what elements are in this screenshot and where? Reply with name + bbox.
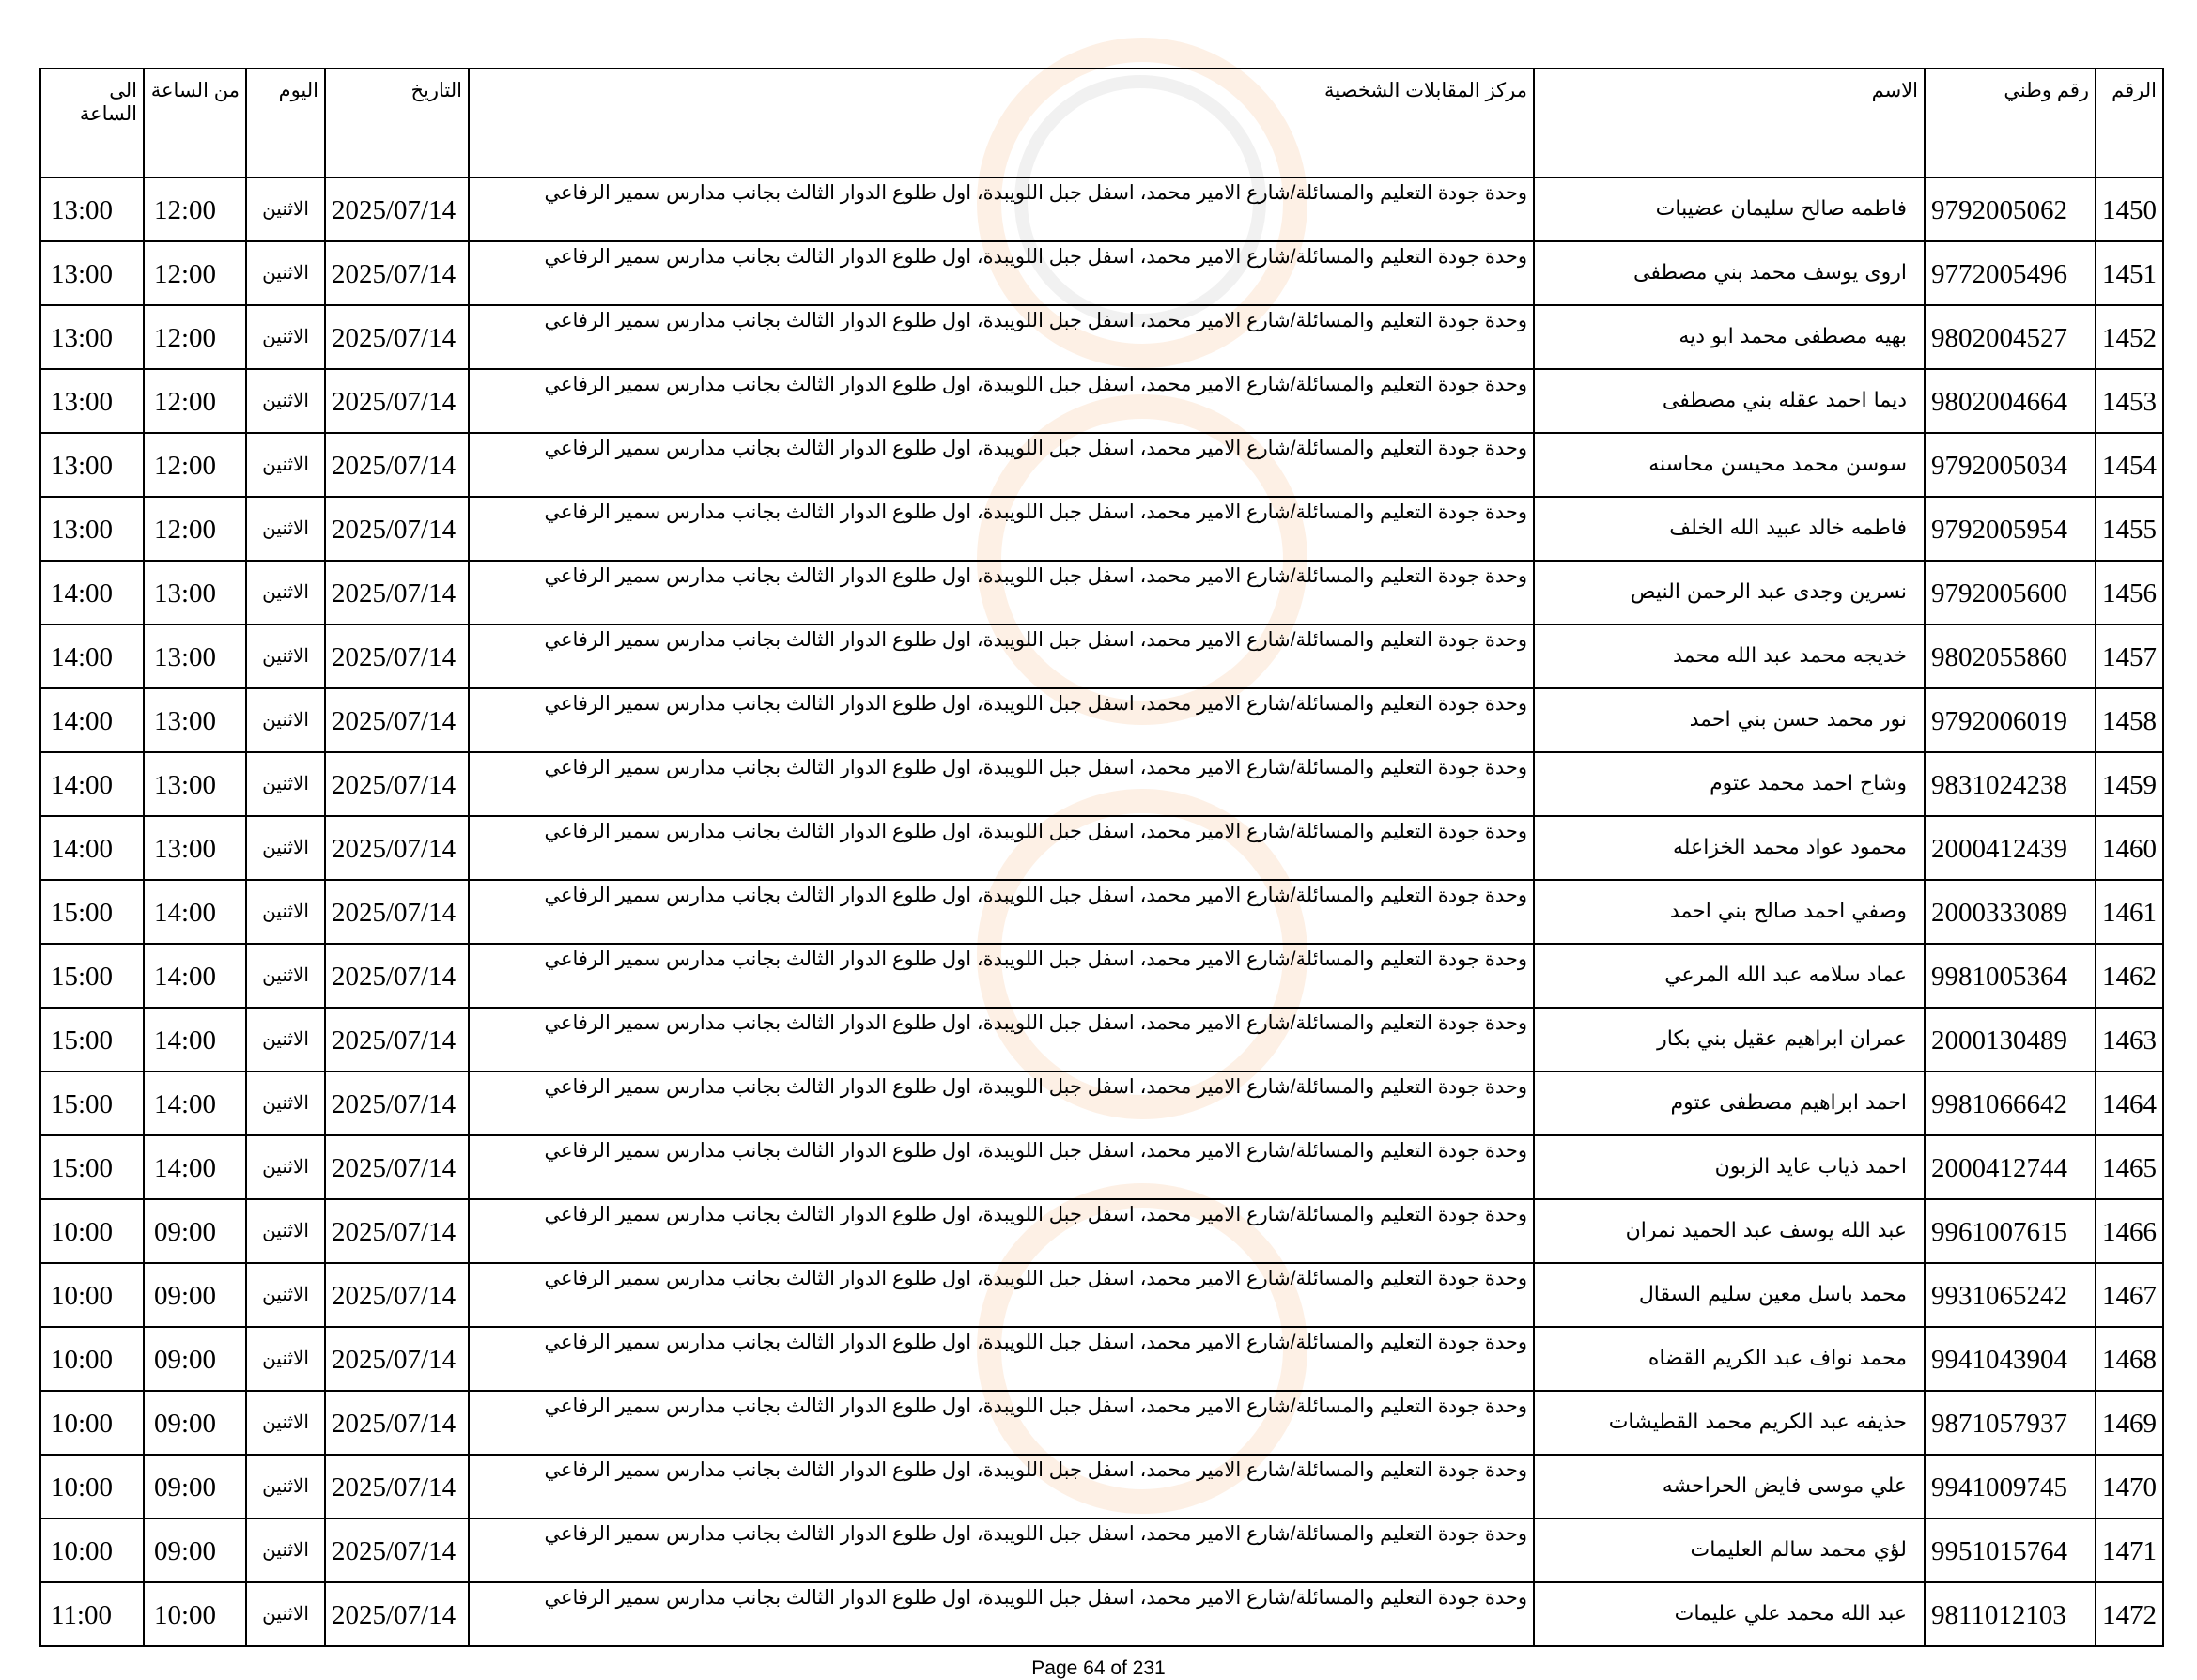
cell-date: 2025/07/14	[325, 1199, 469, 1263]
cell-num: 1465	[2096, 1135, 2163, 1199]
cell-num: 1472	[2096, 1582, 2163, 1646]
cell-from-time: 12:00	[144, 369, 246, 433]
cell-name: احمد ابراهيم مصطفى عتوم	[1534, 1071, 1925, 1135]
cell-num: 1464	[2096, 1071, 2163, 1135]
cell-name: احمد ذياب عايد الزبون	[1534, 1135, 1925, 1199]
cell-from-time: 13:00	[144, 816, 246, 880]
table-row	[40, 497, 2163, 561]
cell-day: الاثنين	[246, 241, 325, 305]
cell-name: ديما احمد عقله بني مصطفى	[1534, 369, 1925, 433]
cell-name: خديجه محمد عبد الله محمد	[1534, 624, 1925, 688]
cell-day: الاثنين	[246, 305, 325, 369]
cell-to-time: 10:00	[40, 1391, 144, 1455]
cell-name: بهيه مصطفى محمد ابو ديه	[1534, 305, 1925, 369]
cell-national-id: 9802004527	[1925, 305, 2096, 369]
cell-name: محمد نواف عبد الكريم القضاه	[1534, 1327, 1925, 1391]
cell-from-time: 14:00	[144, 880, 246, 944]
cell-center: وحدة جودة التعليم والمسائلة/شارع الامير محمد، اسفل جبل اللويبدة، اول طلوع الدوار الثالث بجانب مدارس سمير الرفاعي	[469, 1135, 1534, 1199]
cell-date: 2025/07/14	[325, 433, 469, 497]
cell-to-time: 13:00	[40, 241, 144, 305]
cell-day: الاثنين	[246, 1135, 325, 1199]
cell-from-time: 12:00	[144, 305, 246, 369]
table-row	[40, 880, 2163, 944]
cell-to-time: 14:00	[40, 561, 144, 624]
cell-day: الاثنين	[246, 1008, 325, 1071]
cell-from-time: 10:00	[144, 1582, 246, 1646]
cell-center: وحدة جودة التعليم والمسائلة/شارع الامير محمد، اسفل جبل اللويبدة، اول طلوع الدوار الثالث بجانب مدارس سمير الرفاعي	[469, 1199, 1534, 1263]
cell-to-time: 15:00	[40, 1135, 144, 1199]
cell-center: وحدة جودة التعليم والمسائلة/شارع الامير محمد، اسفل جبل اللويبدة، اول طلوع الدوار الثالث بجانب مدارس سمير الرفاعي	[469, 497, 1534, 561]
table-row	[40, 1008, 2163, 1071]
cell-national-id: 9802004664	[1925, 369, 2096, 433]
cell-name: علي موسى فايض الحراحشه	[1534, 1455, 1925, 1518]
cell-national-id: 9792006019	[1925, 688, 2096, 752]
cell-center: وحدة جودة التعليم والمسائلة/شارع الامير محمد، اسفل جبل اللويبدة، اول طلوع الدوار الثالث بجانب مدارس سمير الرفاعي	[469, 241, 1534, 305]
cell-national-id: 9792005600	[1925, 561, 2096, 624]
cell-center: وحدة جودة التعليم والمسائلة/شارع الامير محمد، اسفل جبل اللويبدة، اول طلوع الدوار الثالث بجانب مدارس سمير الرفاعي	[469, 1263, 1534, 1327]
cell-national-id: 9792005954	[1925, 497, 2096, 561]
header-day: اليوم	[246, 69, 325, 177]
cell-num: 1471	[2096, 1518, 2163, 1582]
cell-num: 1458	[2096, 688, 2163, 752]
table-row	[40, 1391, 2163, 1455]
cell-center: وحدة جودة التعليم والمسائلة/شارع الامير محمد، اسفل جبل اللويبدة، اول طلوع الدوار الثالث بجانب مدارس سمير الرفاعي	[469, 1518, 1534, 1582]
cell-national-id: 9792005062	[1925, 177, 2096, 241]
cell-from-time: 09:00	[144, 1263, 246, 1327]
cell-date: 2025/07/14	[325, 1455, 469, 1518]
cell-date: 2025/07/14	[325, 1008, 469, 1071]
cell-from-time: 13:00	[144, 752, 246, 816]
cell-national-id: 9941043904	[1925, 1327, 2096, 1391]
cell-national-id: 2000333089	[1925, 880, 2096, 944]
cell-from-time: 13:00	[144, 624, 246, 688]
table-row	[40, 688, 2163, 752]
cell-to-time: 11:00	[40, 1582, 144, 1646]
table-row	[40, 433, 2163, 497]
cell-name: محمود عواد محمد الخزاعله	[1534, 816, 1925, 880]
cell-num: 1457	[2096, 624, 2163, 688]
cell-national-id: 9772005496	[1925, 241, 2096, 305]
cell-date: 2025/07/14	[325, 241, 469, 305]
table-row	[40, 1135, 2163, 1199]
cell-name: نسرين وجدى عبد الرحمن النيص	[1534, 561, 1925, 624]
cell-day: الاثنين	[246, 1582, 325, 1646]
cell-num: 1469	[2096, 1391, 2163, 1455]
cell-from-time: 12:00	[144, 497, 246, 561]
cell-name: وصفي احمد صالح بني احمد	[1534, 880, 1925, 944]
cell-date: 2025/07/14	[325, 1263, 469, 1327]
cell-num: 1466	[2096, 1199, 2163, 1263]
header-date: التاريخ	[325, 69, 469, 177]
cell-to-time: 13:00	[40, 305, 144, 369]
cell-center: وحدة جودة التعليم والمسائلة/شارع الامير محمد، اسفل جبل اللويبدة، اول طلوع الدوار الثالث بجانب مدارس سمير الرفاعي	[469, 624, 1534, 688]
header-to: الى الساعة	[40, 69, 144, 177]
cell-to-time: 15:00	[40, 880, 144, 944]
table-row	[40, 752, 2163, 816]
cell-to-time: 14:00	[40, 816, 144, 880]
table-row	[40, 369, 2163, 433]
cell-center: وحدة جودة التعليم والمسائلة/شارع الامير محمد، اسفل جبل اللويبدة، اول طلوع الدوار الثالث بجانب مدارس سمير الرفاعي	[469, 816, 1534, 880]
header-num: الرقم	[2096, 69, 2163, 177]
cell-date: 2025/07/14	[325, 624, 469, 688]
cell-center: وحدة جودة التعليم والمسائلة/شارع الامير محمد، اسفل جبل اللويبدة، اول طلوع الدوار الثالث بجانب مدارس سمير الرفاعي	[469, 1071, 1534, 1135]
cell-center: وحدة جودة التعليم والمسائلة/شارع الامير محمد، اسفل جبل اللويبدة، اول طلوع الدوار الثالث بجانب مدارس سمير الرفاعي	[469, 1582, 1534, 1646]
cell-center: وحدة جودة التعليم والمسائلة/شارع الامير محمد، اسفل جبل اللويبدة، اول طلوع الدوار الثالث بجانب مدارس سمير الرفاعي	[469, 305, 1534, 369]
cell-num: 1452	[2096, 305, 2163, 369]
cell-day: الاثنين	[246, 1455, 325, 1518]
cell-center: وحدة جودة التعليم والمسائلة/شارع الامير محمد، اسفل جبل اللويبدة، اول طلوع الدوار الثالث بجانب مدارس سمير الرفاعي	[469, 944, 1534, 1008]
cell-date: 2025/07/14	[325, 752, 469, 816]
cell-day: الاثنين	[246, 624, 325, 688]
cell-to-time: 10:00	[40, 1263, 144, 1327]
cell-num: 1461	[2096, 880, 2163, 944]
page-number: Page 64 of 231	[1031, 1657, 1166, 1679]
cell-national-id: 9831024238	[1925, 752, 2096, 816]
cell-day: الاثنين	[246, 177, 325, 241]
cell-from-time: 14:00	[144, 944, 246, 1008]
cell-center: وحدة جودة التعليم والمسائلة/شارع الامير محمد، اسفل جبل اللويبدة، اول طلوع الدوار الثالث بجانب مدارس سمير الرفاعي	[469, 752, 1534, 816]
cell-national-id: 2000412744	[1925, 1135, 2096, 1199]
cell-name: نور محمد حسن بني احمد	[1534, 688, 1925, 752]
cell-num: 1462	[2096, 944, 2163, 1008]
cell-to-time: 15:00	[40, 1008, 144, 1071]
cell-national-id: 9961007615	[1925, 1199, 2096, 1263]
table-row	[40, 241, 2163, 305]
cell-center: وحدة جودة التعليم والمسائلة/شارع الامير محمد، اسفل جبل اللويبدة، اول طلوع الدوار الثالث بجانب مدارس سمير الرفاعي	[469, 369, 1534, 433]
table-row	[40, 305, 2163, 369]
table-row	[40, 561, 2163, 624]
cell-to-time: 14:00	[40, 624, 144, 688]
cell-num: 1467	[2096, 1263, 2163, 1327]
cell-name: حذيفه عبد الكريم محمد القطيشات	[1534, 1391, 1925, 1455]
cell-from-time: 09:00	[144, 1518, 246, 1582]
cell-date: 2025/07/14	[325, 1582, 469, 1646]
cell-center: وحدة جودة التعليم والمسائلة/شارع الامير محمد، اسفل جبل اللويبدة، اول طلوع الدوار الثالث بجانب مدارس سمير الرفاعي	[469, 880, 1534, 944]
cell-date: 2025/07/14	[325, 1391, 469, 1455]
cell-center: وحدة جودة التعليم والمسائلة/شارع الامير محمد، اسفل جبل اللويبدة، اول طلوع الدوار الثالث بجانب مدارس سمير الرفاعي	[469, 1455, 1534, 1518]
cell-to-time: 10:00	[40, 1455, 144, 1518]
cell-day: الاثنين	[246, 497, 325, 561]
cell-day: الاثنين	[246, 752, 325, 816]
cell-from-time: 09:00	[144, 1327, 246, 1391]
cell-date: 2025/07/14	[325, 688, 469, 752]
table-row	[40, 944, 2163, 1008]
cell-to-time: 13:00	[40, 369, 144, 433]
cell-to-time: 10:00	[40, 1518, 144, 1582]
table-row	[40, 1327, 2163, 1391]
cell-name: سوسن محمد محيسن محاسنه	[1534, 433, 1925, 497]
cell-center: وحدة جودة التعليم والمسائلة/شارع الامير محمد، اسفل جبل اللويبدة، اول طلوع الدوار الثالث بجانب مدارس سمير الرفاعي	[469, 177, 1534, 241]
cell-national-id: 2000130489	[1925, 1008, 2096, 1071]
cell-from-time: 14:00	[144, 1071, 246, 1135]
cell-national-id: 2000412439	[1925, 816, 2096, 880]
cell-name: عبد الله محمد علي عليمات	[1534, 1582, 1925, 1646]
cell-to-time: 14:00	[40, 688, 144, 752]
cell-num: 1463	[2096, 1008, 2163, 1071]
cell-from-time: 09:00	[144, 1391, 246, 1455]
cell-date: 2025/07/14	[325, 177, 469, 241]
cell-national-id: 9802055860	[1925, 624, 2096, 688]
cell-date: 2025/07/14	[325, 1071, 469, 1135]
cell-day: الاثنين	[246, 1071, 325, 1135]
cell-national-id: 9931065242	[1925, 1263, 2096, 1327]
cell-day: الاثنين	[246, 1263, 325, 1327]
cell-to-time: 13:00	[40, 497, 144, 561]
cell-national-id: 9951015764	[1925, 1518, 2096, 1582]
cell-num: 1470	[2096, 1455, 2163, 1518]
cell-name: فاطمه صالح سليمان عضيبات	[1534, 177, 1925, 241]
table-row	[40, 177, 2163, 241]
cell-num: 1454	[2096, 433, 2163, 497]
table-row	[40, 816, 2163, 880]
cell-from-time: 12:00	[144, 433, 246, 497]
header-name: الاسم	[1534, 69, 1925, 177]
cell-from-time: 09:00	[144, 1199, 246, 1263]
cell-num: 1468	[2096, 1327, 2163, 1391]
cell-name: اروى يوسف محمد بني مصطفى	[1534, 241, 1925, 305]
header-row	[40, 69, 2163, 177]
cell-from-time: 14:00	[144, 1135, 246, 1199]
cell-to-time: 14:00	[40, 752, 144, 816]
table-row	[40, 1071, 2163, 1135]
cell-num: 1459	[2096, 752, 2163, 816]
table-row	[40, 1582, 2163, 1646]
cell-num: 1451	[2096, 241, 2163, 305]
cell-national-id: 9792005034	[1925, 433, 2096, 497]
cell-name: عماد سلامه عبد الله المرعي	[1534, 944, 1925, 1008]
header-center: مركز المقابلات الشخصية	[469, 69, 1534, 177]
cell-center: وحدة جودة التعليم والمسائلة/شارع الامير محمد، اسفل جبل اللويبدة، اول طلوع الدوار الثالث بجانب مدارس سمير الرفاعي	[469, 433, 1534, 497]
cell-from-time: 09:00	[144, 1455, 246, 1518]
cell-day: الاثنين	[246, 944, 325, 1008]
cell-name: عمران ابراهيم عقيل بني بكار	[1534, 1008, 1925, 1071]
cell-to-time: 10:00	[40, 1199, 144, 1263]
cell-center: وحدة جودة التعليم والمسائلة/شارع الامير محمد، اسفل جبل اللويبدة، اول طلوع الدوار الثالث بجانب مدارس سمير الرفاعي	[469, 561, 1534, 624]
cell-num: 1456	[2096, 561, 2163, 624]
cell-num: 1460	[2096, 816, 2163, 880]
interview-schedule-table	[39, 68, 2164, 1647]
table-row	[40, 1455, 2163, 1518]
cell-name: عبد الله يوسف عبد الحميد نمران	[1534, 1199, 1925, 1263]
cell-national-id: 9871057937	[1925, 1391, 2096, 1455]
cell-national-id: 9981066642	[1925, 1071, 2096, 1135]
header-national-id: رقم وطني	[1925, 69, 2096, 177]
cell-name: وشاح احمد محمد عتوم	[1534, 752, 1925, 816]
cell-to-time: 15:00	[40, 1071, 144, 1135]
cell-day: الاثنين	[246, 688, 325, 752]
cell-date: 2025/07/14	[325, 944, 469, 1008]
cell-day: الاثنين	[246, 1391, 325, 1455]
cell-num: 1455	[2096, 497, 2163, 561]
cell-day: الاثنين	[246, 561, 325, 624]
cell-from-time: 13:00	[144, 688, 246, 752]
cell-date: 2025/07/14	[325, 369, 469, 433]
cell-center: وحدة جودة التعليم والمسائلة/شارع الامير محمد، اسفل جبل اللويبدة، اول طلوع الدوار الثالث بجانب مدارس سمير الرفاعي	[469, 1391, 1534, 1455]
cell-center: وحدة جودة التعليم والمسائلة/شارع الامير محمد، اسفل جبل اللويبدة، اول طلوع الدوار الثالث بجانب مدارس سمير الرفاعي	[469, 1327, 1534, 1391]
cell-name: لؤي محمد سالم العليمات	[1534, 1518, 1925, 1582]
cell-to-time: 15:00	[40, 944, 144, 1008]
cell-num: 1450	[2096, 177, 2163, 241]
table-row	[40, 1263, 2163, 1327]
cell-day: الاثنين	[246, 1518, 325, 1582]
cell-name: فاطمه خالد عبيد الله الخلف	[1534, 497, 1925, 561]
cell-date: 2025/07/14	[325, 880, 469, 944]
cell-date: 2025/07/14	[325, 1135, 469, 1199]
cell-from-time: 12:00	[144, 177, 246, 241]
cell-day: الاثنين	[246, 1199, 325, 1263]
cell-date: 2025/07/14	[325, 561, 469, 624]
cell-center: وحدة جودة التعليم والمسائلة/شارع الامير محمد، اسفل جبل اللويبدة، اول طلوع الدوار الثالث بجانب مدارس سمير الرفاعي	[469, 1008, 1534, 1071]
cell-date: 2025/07/14	[325, 816, 469, 880]
cell-num: 1453	[2096, 369, 2163, 433]
cell-day: الاثنين	[246, 369, 325, 433]
cell-day: الاثنين	[246, 1327, 325, 1391]
table-row	[40, 1518, 2163, 1582]
cell-from-time: 13:00	[144, 561, 246, 624]
cell-date: 2025/07/14	[325, 1518, 469, 1582]
table-row	[40, 624, 2163, 688]
cell-name: محمد باسل معين سليم السقال	[1534, 1263, 1925, 1327]
cell-day: الاثنين	[246, 433, 325, 497]
cell-day: الاثنين	[246, 816, 325, 880]
cell-national-id: 9811012103	[1925, 1582, 2096, 1646]
cell-to-time: 10:00	[40, 1327, 144, 1391]
cell-to-time: 13:00	[40, 177, 144, 241]
table-row	[40, 1199, 2163, 1263]
cell-from-time: 14:00	[144, 1008, 246, 1071]
cell-center: وحدة جودة التعليم والمسائلة/شارع الامير محمد، اسفل جبل اللويبدة، اول طلوع الدوار الثالث بجانب مدارس سمير الرفاعي	[469, 688, 1534, 752]
cell-date: 2025/07/14	[325, 1327, 469, 1391]
cell-date: 2025/07/14	[325, 497, 469, 561]
cell-from-time: 12:00	[144, 241, 246, 305]
cell-to-time: 13:00	[40, 433, 144, 497]
cell-national-id: 9941009745	[1925, 1455, 2096, 1518]
cell-day: الاثنين	[246, 880, 325, 944]
header-from: من الساعة	[144, 69, 246, 177]
cell-date: 2025/07/14	[325, 305, 469, 369]
cell-national-id: 9981005364	[1925, 944, 2096, 1008]
